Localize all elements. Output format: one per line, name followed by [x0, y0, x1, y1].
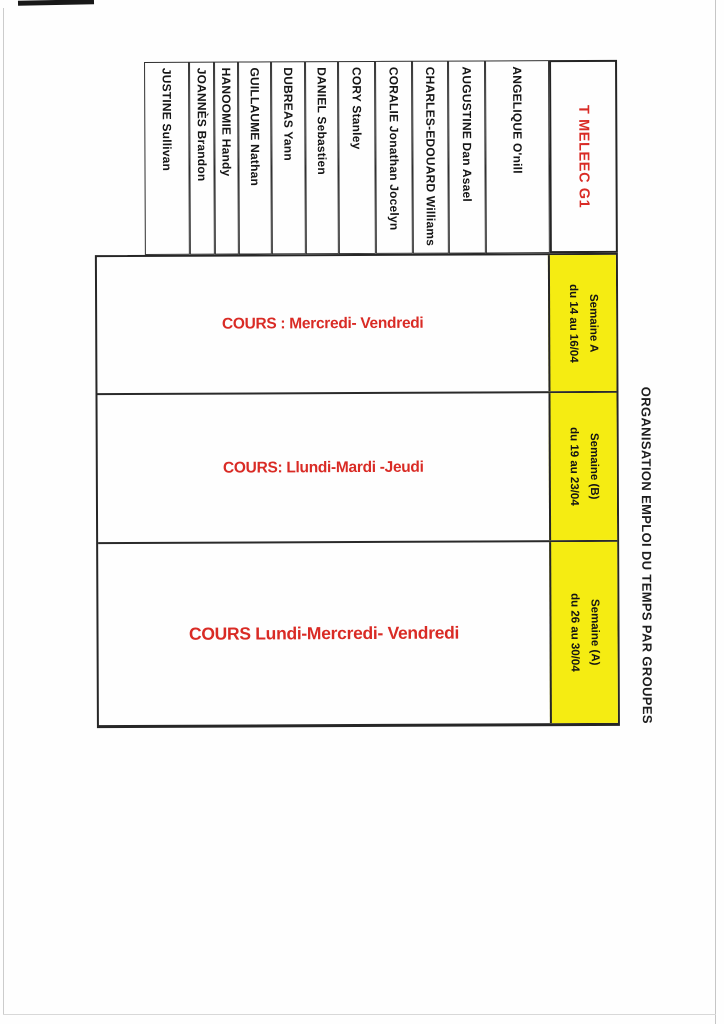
- student-name-cell: AUGUSTINE Dan Asael: [448, 60, 486, 253]
- week-name: Semaine (B): [587, 433, 601, 500]
- week-header-text: [564, 593, 605, 672]
- week-dates: du 19 au 23/04: [567, 427, 580, 506]
- week-dates: du 26 au 30/04: [568, 593, 581, 672]
- cours-cell: [97, 255, 549, 393]
- week-name: Semaine (A): [588, 599, 601, 666]
- page-title: ORGANISATION EMPLOI DU TEMPS PAR GROUPES: [638, 386, 655, 724]
- students-header-row: [144, 60, 618, 255]
- week-row: [97, 255, 617, 393]
- student-name-cell: DANIEL Sebastien: [305, 61, 339, 254]
- week-header-cell: [548, 393, 617, 540]
- student-name-cell: CORALIE Jonathan Jocelyn: [375, 61, 413, 254]
- week-header-cell: [548, 255, 617, 391]
- cours-label: COURS Lundi-Mercredi- Vendredi: [188, 622, 460, 644]
- student-name-cell: JOANNÈS Brandon: [189, 62, 215, 255]
- student-name-cell: CORY Stanley: [338, 61, 376, 254]
- group-title: T MELEEC G1: [575, 104, 592, 209]
- group-header-cell: [549, 60, 618, 253]
- week-row: [98, 540, 618, 725]
- student-name-cell: HANOOMIE Handy: [214, 62, 239, 255]
- week-header-cell: [549, 542, 618, 723]
- cours-cell: [98, 542, 550, 725]
- week-header-text: [564, 427, 605, 506]
- student-name-cell: ANGELIQUE O'nill: [485, 60, 550, 253]
- week-row: [97, 391, 617, 542]
- students-columns: [144, 60, 550, 255]
- week-dates: du 14 au 16/04: [567, 283, 580, 363]
- student-name-cell: DUBREAS Yann: [271, 61, 306, 254]
- week-name: Semaine A: [587, 293, 600, 353]
- student-name-cell: CHARLES-EDOUARD Williams: [412, 61, 449, 254]
- student-name-cell: GUILLAUME Nathan: [238, 61, 272, 254]
- weeks-table: [95, 253, 620, 728]
- cours-cell: [97, 393, 549, 542]
- cours-label: COURS: Llundi-Mardi -Jeudi: [222, 458, 424, 477]
- student-name-cell: JUSTINE Sullivan: [144, 62, 190, 255]
- cours-label: COURS : Mercredi- Vendredi: [221, 314, 424, 333]
- week-header-text: [563, 284, 604, 363]
